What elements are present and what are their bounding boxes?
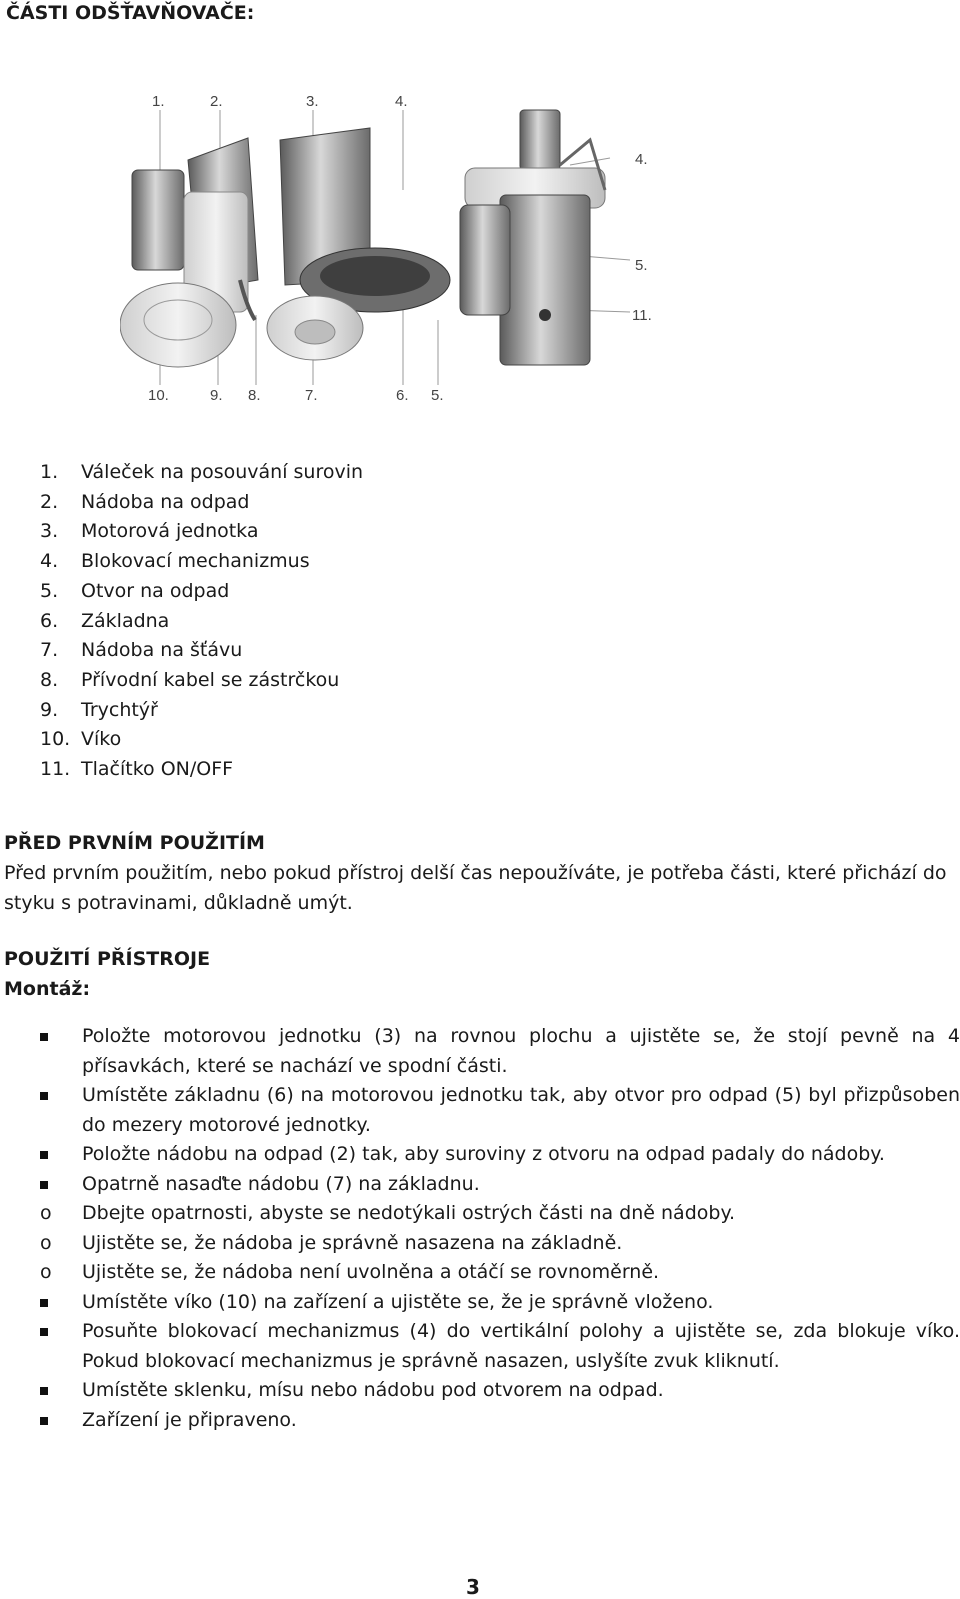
bullet-square [40,1151,48,1159]
list-item: Umístěte základnu (6) na motorovou jednotku tak, aby otvor pro odpad (5) byl přizpůsoben do mezery motorové jednotky. [40,1081,960,1140]
list-item: 9. Trychtýř [40,698,158,721]
list-item: 4. Blokovací mechanizmus [40,550,310,573]
list-item: o Dbejte opatrnosti, abyste se nedotýkali ostrých části na dně nádoby. [40,1199,960,1229]
list-item: Položte nádobu na odpad (2) tak, aby suroviny z otvoru na odpad padaly do nádoby. [40,1140,960,1170]
figure-label: 6. [396,387,409,404]
bullet-circle: o [40,1261,52,1283]
list-item: 2. Nádoba na odpad [40,490,250,513]
figure-label: 9. [210,387,223,404]
bullet-circle: o [40,1231,52,1254]
section-heading: POUŽITÍ PŘÍSTROJE [4,948,211,970]
bullet-circle: o [40,1202,52,1224]
juicer-illustration [120,80,680,420]
bullet-square [40,1092,48,1100]
parts-list [40,458,363,785]
figure-label: 1. [152,93,165,110]
figure-label: 2. [210,93,223,110]
list-item: 7. Nádoba na šťávu [40,639,243,662]
list-item: o Ujistěte se, že nádoba není uvolněna a otáčí se rovnoměrně. [40,1258,960,1288]
bullet-square [40,1299,48,1307]
list-item: 1. Váleček na posouvání surovin [40,461,364,483]
page-title: ČÁSTI ODŠŤAVŇOVAČE: [6,2,255,24]
list-item: Opatrně nasaďte nádobu (7) na základnu. [40,1170,960,1200]
list-item: Umístěte sklenku, mísu nebo nádobu pod otvorem na odpad. [40,1376,960,1406]
list-item: 5. Otvor na odpad [40,579,230,602]
figure-label: 5. [635,257,648,274]
list-item: 6. Základna [40,609,170,632]
bullet-square [40,1387,48,1395]
list-item: 11. Tlačítko ON/OFF [40,758,234,781]
list-item: 3. Motorová jednotka [40,520,259,543]
bullet-square [40,1328,48,1336]
figure-label: 4. [635,151,648,168]
juicer-parts-figure [120,80,680,420]
list-item: 10. Víko [40,728,122,751]
paragraph: Před prvním použitím, nebo pokud přístroj delší čas nepoužíváte, je potřeba části, které přichází do styku s potravinami, důkladně umýt. [4,862,947,914]
subheading: Montáž: [4,978,91,1000]
assembly-steps [40,1022,960,1435]
figure-label: 11. [632,307,652,324]
list-item: Položte motorovou jednotku (3) na rovnou plochu a ujistěte se, že stojí pevně na 4 přísavkách, které se nachází ve spodní části. [40,1022,960,1081]
figure-label: 3. [306,93,319,110]
bullet-square [40,1181,48,1189]
list-item: o Ujistěte se, že nádoba je správně nasazena na základně. [40,1229,960,1259]
figure-label: 10. [148,387,169,404]
figure-label: 7. [305,387,318,404]
list-item: 8. Přívodní kabel se zástrčkou [40,668,340,691]
figure-label: 8. [248,387,261,404]
bullet-square [40,1033,48,1041]
list-item: Posuňte blokovací mechanizmus (4) do vertikální polohy a ujistěte se, zda blokuje víko. Pokud blokovací mechanizmus je správně nasazen, uslyšíte zvuk kliknutí. [40,1317,960,1376]
section-heading: PŘED PRVNÍM POUŽITÍM [4,832,265,854]
list-item: Umístěte víko (10) na zařízení a ujistěte se, že je správně vloženo. [40,1288,960,1318]
figure-label: 5. [431,387,444,404]
figure-label: 4. [395,93,408,110]
bullet-square [40,1417,48,1425]
page-number: 3 [466,1575,480,1599]
list-item: Zařízení je připraveno. [40,1406,960,1436]
